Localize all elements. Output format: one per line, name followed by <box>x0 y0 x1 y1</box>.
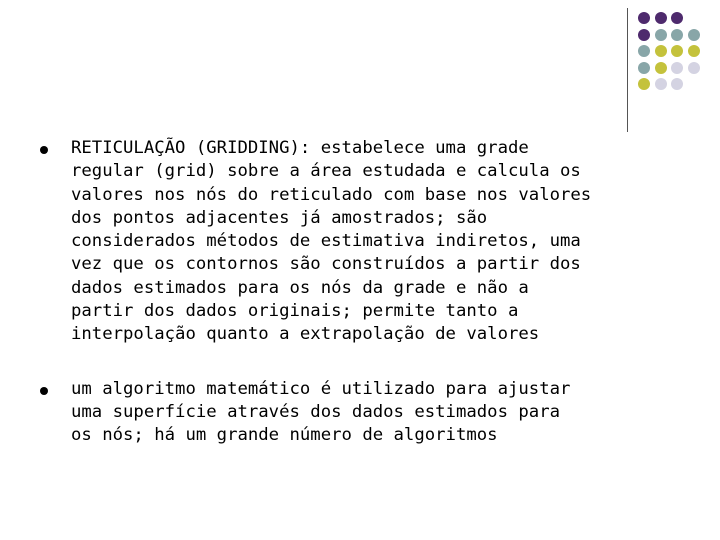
decorative-vertical-line <box>627 8 628 132</box>
bullet-dot-icon <box>40 387 48 395</box>
decorative-dot <box>688 45 700 57</box>
bullet-text-line: vez que os contornos são construídos a partir dos <box>71 254 581 275</box>
bullet-text-line: dos pontos adjacentes já amostrados; são <box>71 207 488 228</box>
decorative-dot <box>655 12 667 24</box>
decorative-dot <box>671 45 683 57</box>
bullet-text-line: interpolação quanto a extrapolação de valores <box>71 324 540 345</box>
bullet-item-gridding <box>36 137 696 347</box>
decorative-dot <box>671 29 683 41</box>
bullet-dot-icon <box>40 146 48 154</box>
decorative-dot <box>655 29 667 41</box>
decorative-dot <box>638 12 650 24</box>
bullet-text-line: RETICULAÇÃO (GRIDDING): estabelece uma grade <box>71 138 529 158</box>
decorative-dot <box>638 45 650 57</box>
decorative-dot <box>655 78 667 90</box>
bullet-text-line: dados estimados para os nós da grade e não a <box>71 277 529 298</box>
bullet-text-line: considerados métodos de estimativa indiretos, uma <box>71 231 581 252</box>
bullet-text-line: um algoritmo matemático é utilizado para ajustar <box>71 378 571 399</box>
bullet-text-line: regular (grid) sobre a área estudada e calcula os <box>71 161 581 182</box>
bullet-text-line: uma superfície através dos dados estimados para <box>71 401 560 422</box>
bullet-text-line: valores nos nós do reticulado com base nos valores <box>71 184 592 205</box>
decorative-dot <box>655 62 667 74</box>
decorative-dot <box>671 62 683 74</box>
decorative-dot <box>671 78 683 90</box>
decorative-dot <box>688 29 700 41</box>
decorative-dot-grid <box>638 12 720 112</box>
decorative-dot <box>688 62 700 74</box>
bullet-list <box>36 137 696 448</box>
decorative-dot <box>655 45 667 57</box>
decorative-dot <box>638 29 650 41</box>
decorative-dot <box>638 62 650 74</box>
bullet-item-algorithm <box>36 378 696 448</box>
bullet-text-line: partir dos dados originais; permite tanto a <box>71 301 519 322</box>
decorative-dot <box>638 78 650 90</box>
bullet-text-line: os nós; há um grande número de algoritmos <box>71 425 498 446</box>
decorative-dot <box>671 12 683 24</box>
